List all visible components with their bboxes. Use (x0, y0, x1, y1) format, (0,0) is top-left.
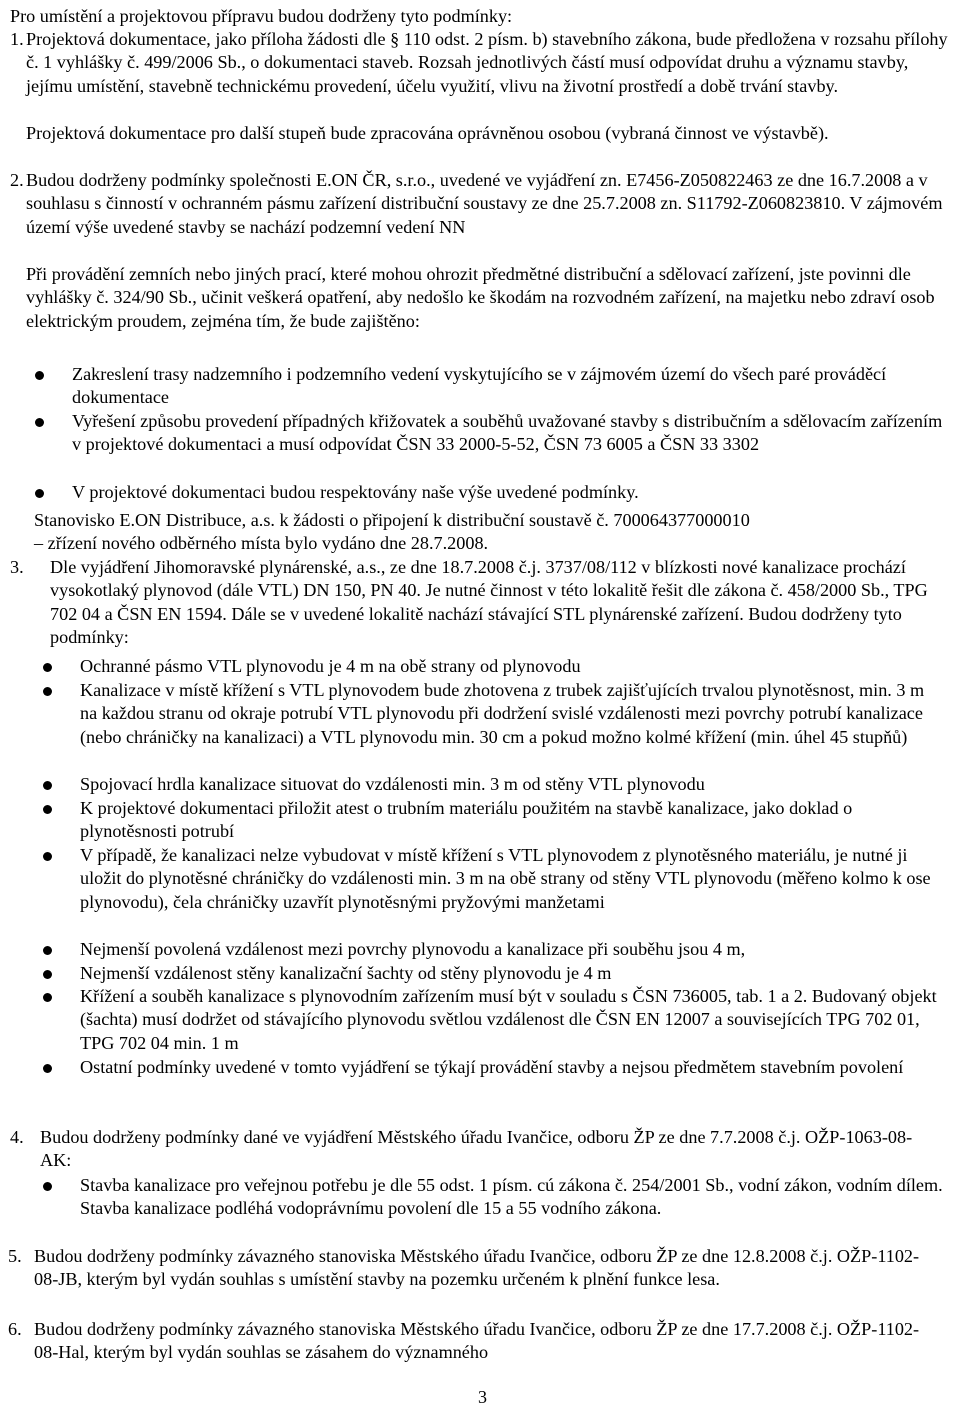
item-2-bullet-list (26, 363, 950, 505)
page-number: 3 (478, 1387, 487, 1407)
list-item: Ochranné pásmo VTL plynovodu je 4 m na obě strany od plynovodu (34, 655, 944, 679)
list-item: V projektové dokumentaci budou respektovány naše výše uvedené podmínky. (26, 481, 950, 505)
bullet-icon (43, 805, 52, 814)
item-6 (8, 1318, 938, 1365)
item-4-bullet-list (34, 1174, 944, 1221)
bullet-icon (43, 852, 52, 861)
intro-heading: Pro umístění a projektovou přípravu budou dodrženy tyto podmínky: (10, 6, 513, 26)
item-1 (10, 28, 950, 98)
list-item: Vyřešení způsobu provedení případných křižovatek a souběhů uvažované stavby s distribučním a sdělovacím zařízením v projektové dokumentaci a musí odpovídat ČSN 33 2000-5-52, ČSN 73 6005 a ČSN 33 3302 (26, 410, 950, 481)
item-5-text: Budou dodrženy podmínky závazného stanoviska Městského úřadu Ivančice, odboru ŽP ze dne 12.8.2008 č.j. OŽP-1102-08-JB, kterým byl vydán souhlas s umístění stavby na pozemku určeném k plnění funkce lesa. (34, 1246, 920, 1290)
item-number: 4. (10, 1127, 24, 1147)
item-number: 6. (8, 1319, 22, 1339)
item-1-text: Projektová dokumentace, jako příloha žádosti dle § 110 odst. 2 písm. b) stavebního zákona, bude předložena v rozsahu přílohy č. 1 vyhlášky č. 499/2006 Sb., o dokumentaci staveb. Rozsah jednotlivých částí musí odpovídat druhu a významu stavby, jejímu umístění, stavebně technickému provedení, účelu využití, vlivu na životní prostředí a době trvání stavby. (26, 29, 948, 96)
bullet-icon (43, 781, 52, 790)
bullet-icon (43, 993, 52, 1002)
item-number: 1. (10, 29, 24, 49)
bullet-icon (35, 371, 44, 380)
bullet-icon (35, 418, 44, 427)
item-5 (8, 1245, 938, 1292)
eon-statement: Stanovisko E.ON Distribuce, a.s. k žádosti o připojení k distribuční soustavě č. 700064377000010 – zřízení nového odběrného místa bylo vydáno dne 28.7.2008. (34, 510, 750, 554)
item-3 (10, 556, 940, 650)
bullet-icon (43, 1064, 52, 1073)
item-6-text: Budou dodrženy podmínky závazného stanoviska Městského úřadu Ivančice, odboru ŽP ze dne 17.7.2008 č.j. OŽP-1102-08-Hal, kterým byl vydán souhlas se zásahem do významného (34, 1319, 920, 1363)
item-4-text: Budou dodrženy podmínky dané ve vyjádření Městského úřadu Ivančice, odboru ŽP ze dne 7.7.2008 č.j. OŽP-1063-08-AK: (40, 1127, 913, 1171)
list-item: K projektové dokumentaci přiložit atest o trubním materiálu použitém na stavbě kanalizace, jako doklad o plynotěsnosti potrubí (34, 797, 944, 844)
bullet-icon (43, 970, 52, 979)
item-4 (10, 1126, 940, 1173)
item-3-text: Dle vyjádření Jihomoravské plynárenské, a.s., ze dne 18.7.2008 č.j. 3737/08/112 v blízkosti nové kanalizace prochází vysokotlaký plynovod (dále VTL) DN 150, PN 40. Je nutné činnost v této lokalitě řešit dle zákona č. 458/2000 Sb., TPG 702 04 a ČSN EN 1594. Dále se v uvedené lokalitě nachází stávající STL plynárenské zařízení. Budou dodrženy tyto podmínky: (50, 557, 928, 648)
bullet-icon (35, 489, 44, 498)
item-2 (10, 169, 950, 239)
list-item: Stavba kanalizace pro veřejnou potřebu je dle 55 odst. 1 písm. cú zákona č. 254/2001 Sb., vodní zákon, vodním dílem. Stavba kanalizace podléhá vodoprávnímu povolení dle 15 a 55 vodního zákona. (34, 1174, 944, 1221)
list-item: Spojovací hrdla kanalizace situovat do vzdálenosti min. 3 m od stěny VTL plynovodu (34, 773, 944, 797)
bullet-icon (43, 687, 52, 696)
item-2-text: Budou dodrženy podmínky společnosti E.ON ČR, s.r.o., uvedené ve vyjádření zn. E7456-Z050822463 ze dne 16.7.2008 a v souhlasu s činností v ochranném pásmu zařízení distribuční soustavy ze dne 25.7.2008 zn. S11792-Z060823810. V zájmovém území výše uvedené stavby se nachází podzemní vedení NN (26, 170, 943, 237)
item-3-bullet-list (34, 655, 944, 1103)
list-item: Ostatní podmínky uvedené v tomto vyjádření se týkají provádění stavby a nejsou předmětem stavebním povolení (34, 1056, 944, 1103)
list-item: Nejmenší povolená vzdálenost mezi povrchy plynovodu a kanalizace při souběhu jsou 4 m, (34, 938, 944, 962)
list-item: V případě, že kanalizaci nelze vybudovat v místě křížení s VTL plynovodem z plynotěsného materiálu, je nutné ji uložit do plynotěsné chráničky do vzdálenosti min. 3 m na obě strany od stěny VTL plynovodu (měřeno kolmo k ose plynovodu), čela chráničky uzavřít plynotěsnými pryžovými manžetami (34, 844, 944, 938)
item-1-text2: Projektová dokumentace pro další stupeň bude zpracována oprávněnou osobou (vybraná činnost ve výstavbě). (26, 123, 829, 143)
list-item: Zakreslení trasy nadzemního i podzemního vedení vyskytujícího se v zájmovém území do všech paré prováděcí dokumentace (26, 363, 950, 410)
bullet-icon (43, 663, 52, 672)
list-item: Nejmenší vzdálenost stěny kanalizační šachty od stěny plynovodu je 4 m (34, 962, 944, 985)
list-item: Kanalizace v místě křížení s VTL plynovodem bude zhotovena z trubek zajišťujících trvalou plynotěsnost, min. 3 m na každou stranu od okraje potrubí VTL plynovodu při dodržení svislé vzdálenosti mezi povrchy potrubí kanalizace (nebo chráničky na kanalizaci) a VTL plynovodu min. 30 cm a pokud možno kolmé křížení (min. úhel 45 stupňů) (34, 679, 944, 773)
item-number: 2. (10, 170, 24, 190)
item-number: 5. (8, 1246, 22, 1266)
item-2-warning: Při provádění zemních nebo jiných prací, které mohou ohrozit předmětné distribuční a sdělovací zařízení, jste povinni dle vyhlášky č. 324/90 Sb., učinit veškerá opatření, aby nedošlo ke škodám na rozvodném zařízení, na majetku nebo zdraví osob elektrickým proudem, zejména tím, že bude zajištěno: (26, 264, 935, 331)
bullet-icon (43, 1182, 52, 1191)
list-item: Křížení a souběh kanalizace s plynovodním zařízením musí být v souladu s ČSN 736005, tab. 1 a 2. Budovaný objekt (šachta) musí dodržet od stávajícího plynovodu světlou vzdálenost dle ČSN EN 12007 a souvisejících TPG 702 01, TPG 702 04 min. 1 m (34, 985, 944, 1056)
item-number: 3. (10, 557, 24, 577)
bullet-icon (43, 946, 52, 955)
